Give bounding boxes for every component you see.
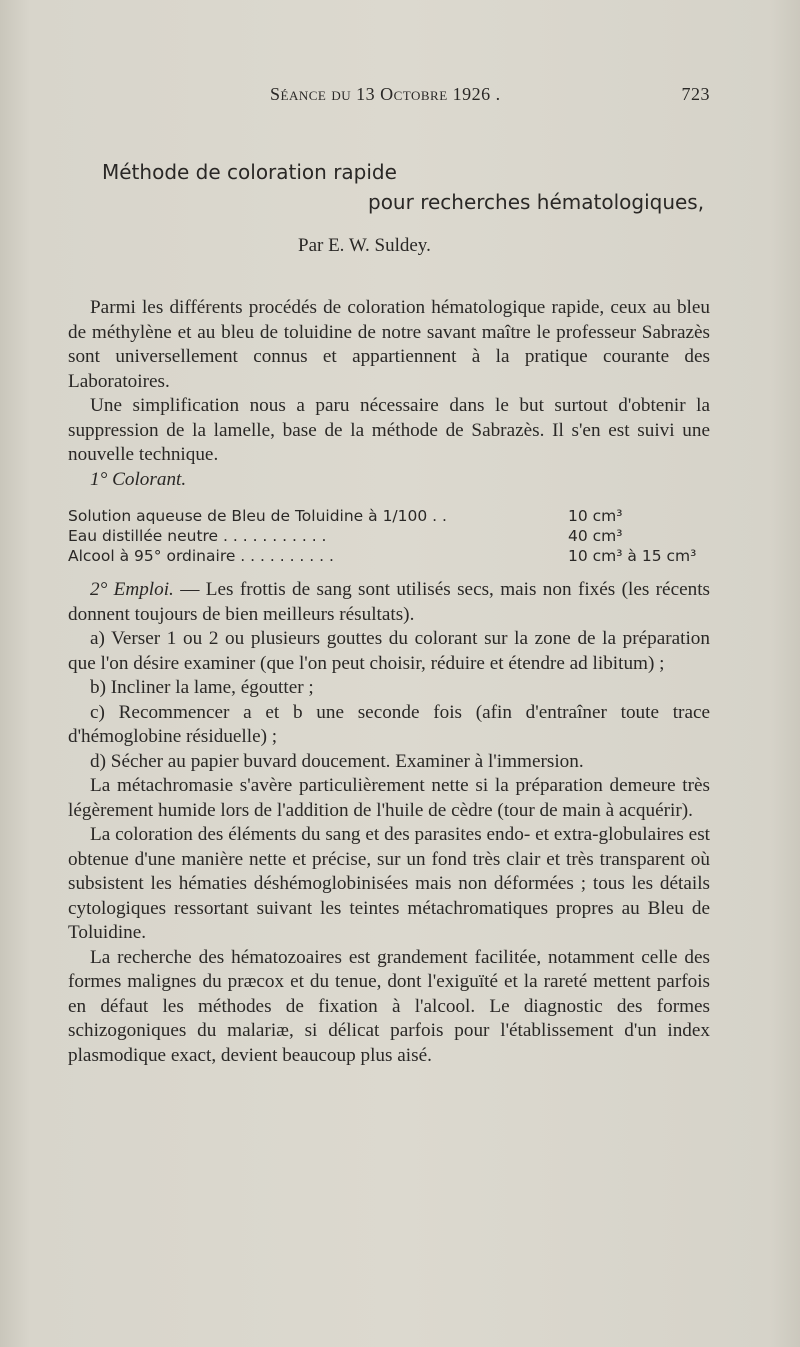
paragraph: La métachromasie s'avère particulièrement nette si la préparation demeure très légèrement humide lors de l'addition de l'huile de cèdre (tour de main à acquérir). xyxy=(68,775,710,821)
recipe-ingredient: Solution aqueuse de Bleu de Toluidine à 1/100 . . xyxy=(68,507,447,525)
recipe-quantity: 10 cm³ à 15 cm³ xyxy=(568,547,697,565)
section-text: — Les frottis de sang sont utilisés secs, mais non fixés (les récents donnent toujours de bien meilleurs résultats). xyxy=(68,579,710,625)
step-b: b) Incliner la lame, égoutter ; xyxy=(90,677,314,698)
recipe-row xyxy=(68,546,710,566)
page-number: 723 xyxy=(681,84,710,104)
paragraph: Parmi les différents procédés de coloration hématologique rapide, ceux au bleu de méthylène et au bleu de toluidine de notre savant maître le professeur Sabrazès sont universellement connus et appartiennent à la pratique courante des Laboratoires. xyxy=(68,297,710,392)
section-2-paragraph xyxy=(68,578,710,627)
paragraph: La recherche des hématozoaires est grandement facilitée, notamment celle des formes malignes du præcox et du tenue, dont l'exiguïté et la rareté mettent parfois en défaut les méthodes de fixation à l'alcool. Le diagnostic des formes schizogoniques du malariæ, si délicat parfois pour l'établissement d'un index plasmodique exact, devient beaucoup plus aisé. xyxy=(68,946,710,1066)
step-d: d) Sécher au papier buvard doucement. Examiner à l'immersion. xyxy=(90,750,584,772)
recipe-row xyxy=(68,526,710,546)
step-a: a) Verser 1 ou 2 ou plusieurs gouttes du colorant sur la zone de la préparation que l'on désire examiner (que l'on peut choisir, réduire et étendre ad libitum) ; xyxy=(68,628,710,674)
recipe-row xyxy=(68,506,710,526)
recipe-quantity: 40 cm³ xyxy=(568,527,623,545)
running-title: Séance du 13 Octobre 1926 . xyxy=(270,84,501,104)
step-c: c) Recommencer a et b une seconde fois (afin d'entraîner toute trace d'hémoglobine résiduelle) ; xyxy=(68,701,710,747)
recipe-table xyxy=(68,506,710,566)
author-byline: Par E. W. Suldey. xyxy=(298,235,431,256)
recipe-ingredient: Eau distillée neutre . . . . . . . . . . . xyxy=(68,527,327,545)
section-heading: 1° Colorant. xyxy=(90,468,187,490)
article-title-line-2: pour recherches hématologiques, xyxy=(368,190,705,214)
article-title-line-1: Méthode de coloration rapide xyxy=(102,160,397,184)
article-body xyxy=(68,296,710,1068)
recipe-ingredient: Alcool à 95° ordinaire . . . . . . . . . . xyxy=(68,547,334,565)
paragraph: Une simplification nous a paru nécessaire dans le but surtout d'obtenir la suppression de la lamelle, base de la méthode de Sabrazès. Il s'en est suivi une nouvelle technique. xyxy=(68,395,710,465)
recipe-quantity: 10 cm³ xyxy=(568,507,623,525)
running-head xyxy=(270,84,710,105)
section-heading: 2° Emploi. xyxy=(90,579,174,600)
paragraph: La coloration des éléments du sang et des parasites endo- et extra-globulaires est obtenue d'une manière nette et précise, sur un fond très clair et très transparent où subsistent les hématies déshémoglobinisées mais non déformées ; tous les détails cytologiques ressortant suivant les teintes métachromatiques propres au Bleu de Toluidine. xyxy=(68,824,710,943)
